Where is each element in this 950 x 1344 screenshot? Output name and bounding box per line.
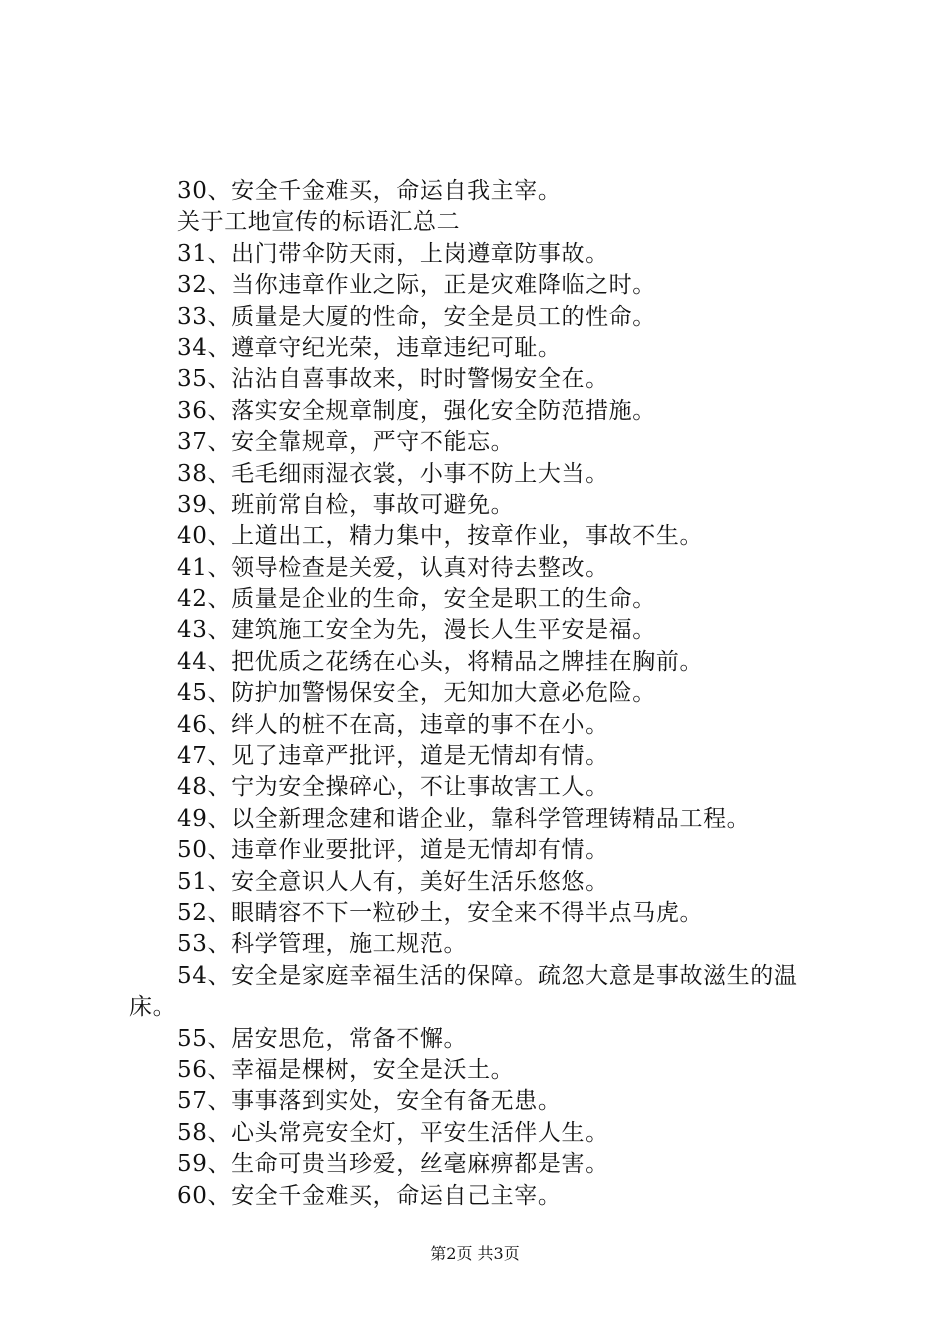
text-line: 34、遵章守纪光荣，违章违纪可耻。 <box>177 334 562 361</box>
text-line: 31、出门带伞防天雨，上岗遵章防事故。 <box>177 240 609 267</box>
text-line: 43、建筑施工安全为先，漫长人生平安是福。 <box>177 617 656 644</box>
text-line: 55、居安思危，常备不懈。 <box>177 1025 468 1052</box>
text-line: 32、当你违章作业之际，正是灾难降临之时。 <box>177 272 656 299</box>
text-line: 56、幸福是棵树，安全是沃土。 <box>177 1056 515 1083</box>
text-line: 36、落实安全规章制度，强化安全防范措施。 <box>177 397 656 424</box>
text-line: 42、质量是企业的生命，安全是职工的生命。 <box>177 586 656 613</box>
text-line: 46、绊人的桩不在高，违章的事不在小。 <box>177 711 609 738</box>
text-line: 58、心头常亮安全灯，平安生活伴人生。 <box>177 1119 609 1146</box>
document-body <box>129 176 839 1212</box>
text-line: 59、生命可贵当珍爱，丝毫麻痹都是害。 <box>177 1151 609 1178</box>
text-line: 57、事事落到实处，安全有备无患。 <box>177 1088 562 1115</box>
text-line: 35、沾沾自喜事故来，时时警惕安全在。 <box>177 366 609 393</box>
text-line: 39、班前常自检，事故可避免。 <box>177 491 515 518</box>
text-line: 50、违章作业要批评，道是无情却有情。 <box>177 837 609 864</box>
text-line: 49、以全新理念建和谐企业，靠科学管理铸精品工程。 <box>177 805 751 832</box>
text-line: 33、质量是大厦的性命，安全是员工的性命。 <box>177 303 656 330</box>
text-line: 52、眼睛容不下一粒砂土，安全来不得半点马虎。 <box>177 899 704 926</box>
text-line: 47、见了违章严批评，道是无情却有情。 <box>177 743 609 770</box>
text-line: 38、毛毛细雨湿衣裳，小事不防上大当。 <box>177 460 609 487</box>
text-line: 51、安全意识人人有，美好生活乐悠悠。 <box>177 868 609 895</box>
section-heading: 关于工地宣传的标语汇总二 <box>177 209 461 236</box>
text-line: 37、安全靠规章，严守不能忘。 <box>177 429 515 456</box>
page-footer <box>0 1244 950 1264</box>
wrapped-paragraph: 54、安全是家庭幸福生活的保障。疏忽大意是事故滋生的温床。 <box>129 962 798 1021</box>
text-line: 30、安全千金难买，命运自我主宰。 <box>177 178 562 204</box>
text-line: 45、防护加警惕保安全，无知加大意必危险。 <box>177 680 656 707</box>
text-line: 41、领导检查是关爱，认真对待去整改。 <box>177 554 609 581</box>
text-line: 40、上道出工，精力集中，按章作业，事故不生。 <box>177 523 704 550</box>
text-line: 48、宁为安全操碎心，不让事故害工人。 <box>177 774 609 801</box>
text-line: 44、把优质之花绣在心头，将精品之牌挂在胸前。 <box>177 648 704 675</box>
page-number: 第2页 共3页 <box>430 1244 520 1263</box>
text-line: 60、安全千金难买，命运自己主宰。 <box>177 1182 562 1209</box>
text-line: 53、科学管理，施工规范。 <box>177 931 468 958</box>
